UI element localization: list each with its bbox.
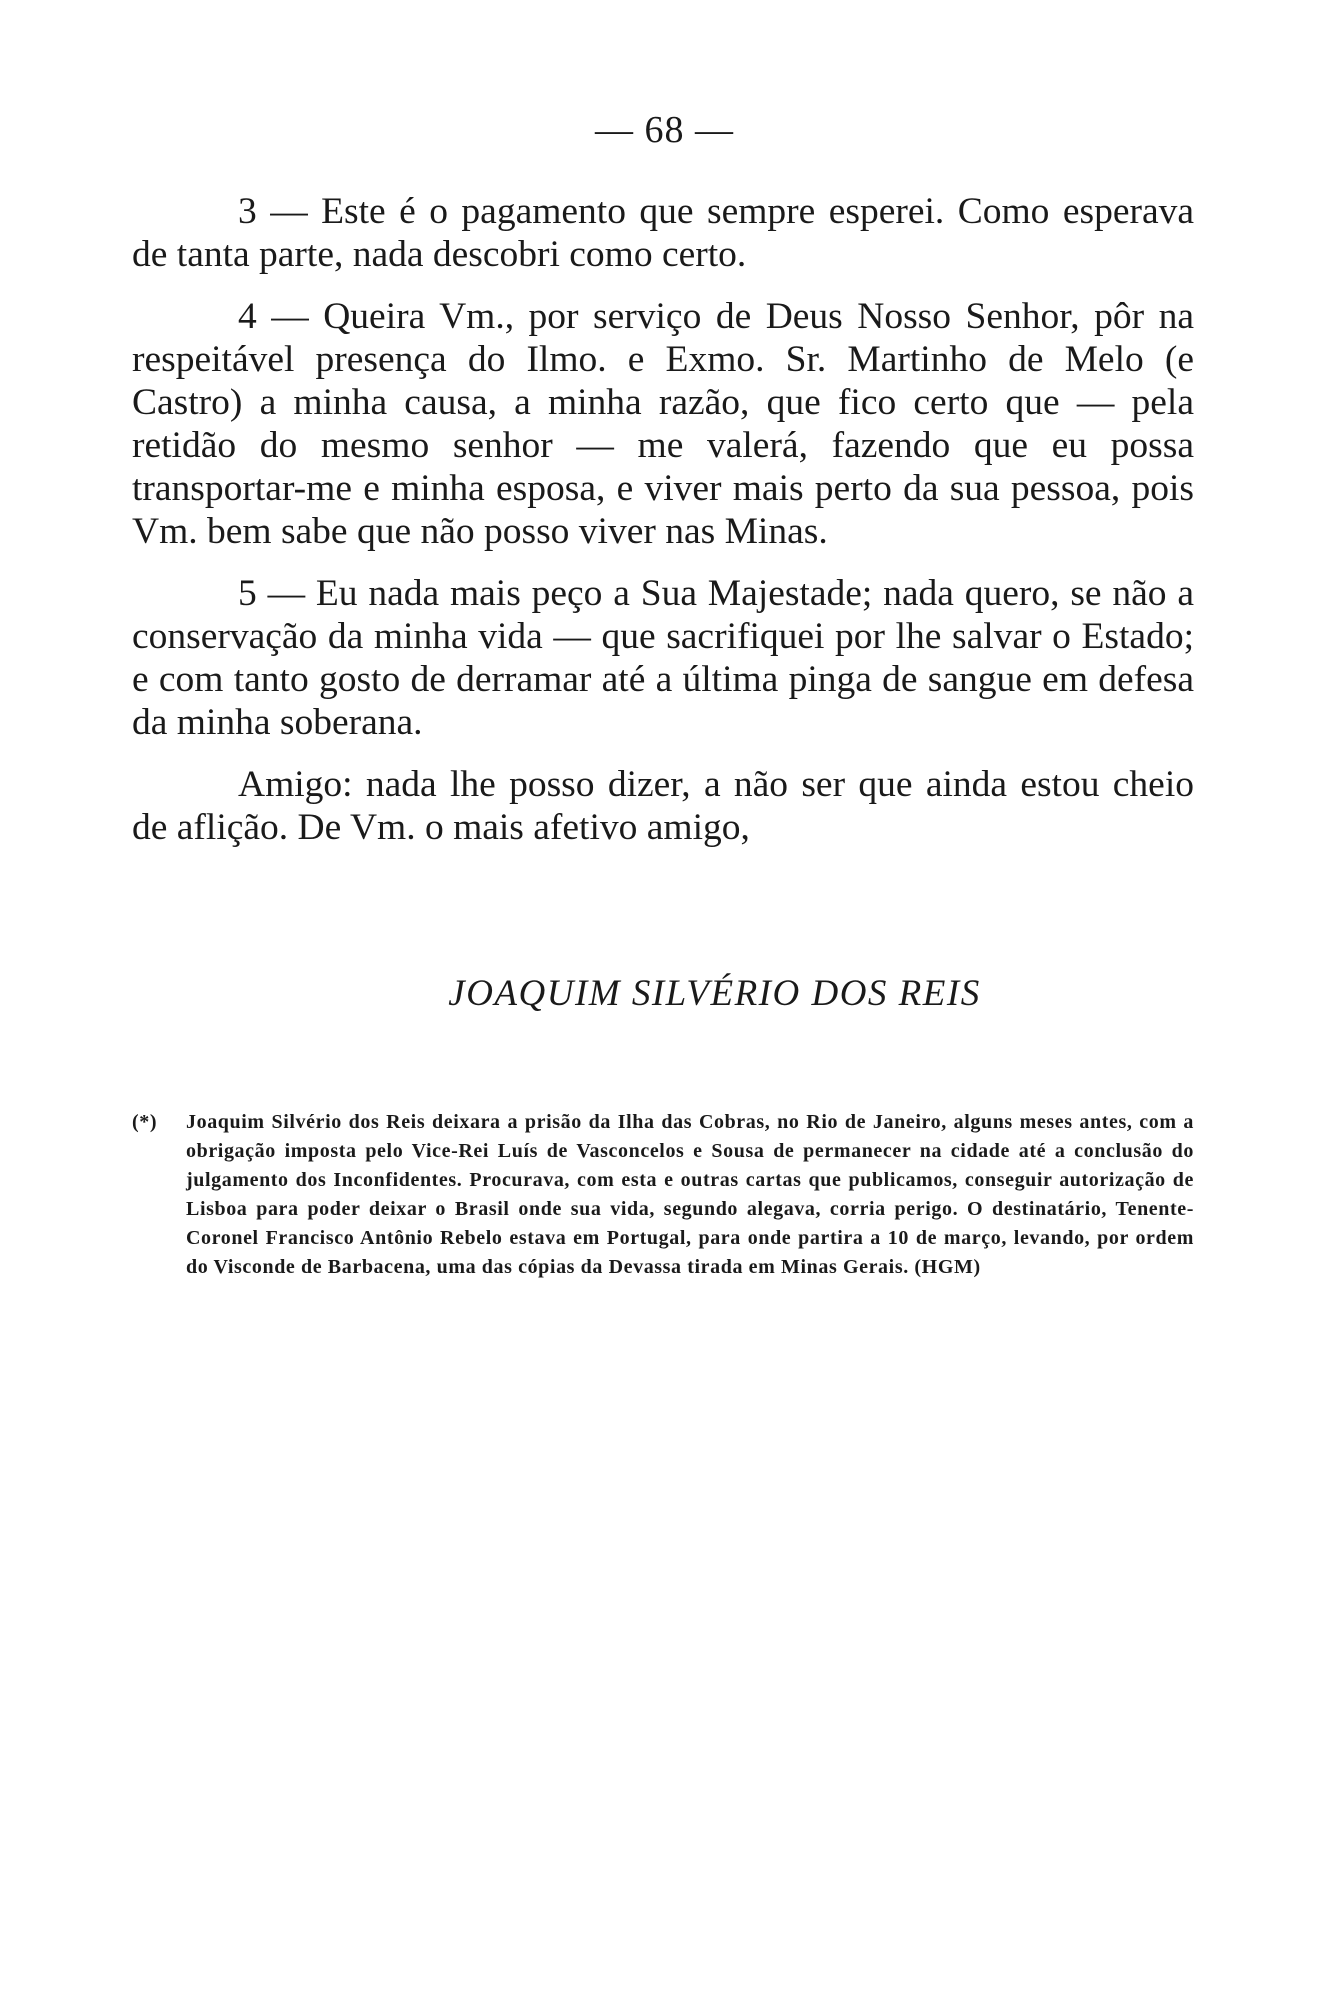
- paragraph-3: 3 — Este é o pagamento que sempre esperei. Como esperava de tanta parte, nada descobri como certo.: [132, 191, 1194, 275]
- footnote: [132, 1108, 1194, 1282]
- signature: JOAQUIM SILVÉRIO DOS REIS: [448, 973, 981, 1014]
- paragraph-5: 5 — Eu nada mais peço a Sua Majestade; nada quero, se não a conservação da minha vida — que sacrifiquei por lhe salvar o Estado; e com tanto gosto de derramar até a última pinga de sangue em defesa da minha soberana.: [132, 573, 1194, 743]
- letter-body: [132, 190, 1194, 868]
- footnote-marker: (*): [132, 1111, 158, 1133]
- paragraph-4: 4 — Queira Vm., por serviço de Deus Nosso Senhor, pôr na respeitável presença do Ilmo. e Exmo. Sr. Martinho de Melo (e Castro) a minha causa, a minha razão, que fico certo que — pela retidão do mesmo senhor — me valerá, fazendo que eu possa transportar-me e minha esposa, e viver mais perto da sua pessoa, pois Vm. bem sabe que não posso viver nas Minas.: [132, 296, 1194, 552]
- footnote-text: Joaquim Silvério dos Reis deixara a prisão da Ilha das Cobras, no Rio de Janeiro, alguns meses antes, com a obrigação imposta pelo Vice-Rei Luís de Vasconcelos e Sousa de permanecer na cidade até a conclusão do julgamento dos Inconfidentes. Procurava, com esta e outras cartas que publicamos, conseguir autorização de Lisboa para poder deixar o Brasil onde sua vida, segundo alegava, corria perigo. O destinatário, Tenente-Coronel Francisco Antônio Rebelo estava em Portugal, para onde partira a 10 de março, levando, por ordem do Visconde de Barbacena, uma das cópias da Devassa tirada em Minas Gerais. (HGM): [186, 1111, 1194, 1278]
- page-number: — 68 —: [595, 109, 734, 151]
- closing-paragraph: Amigo: nada lhe posso dizer, a não ser que ainda estou cheio de aflição. De Vm. o mais afetivo amigo,: [132, 764, 1194, 848]
